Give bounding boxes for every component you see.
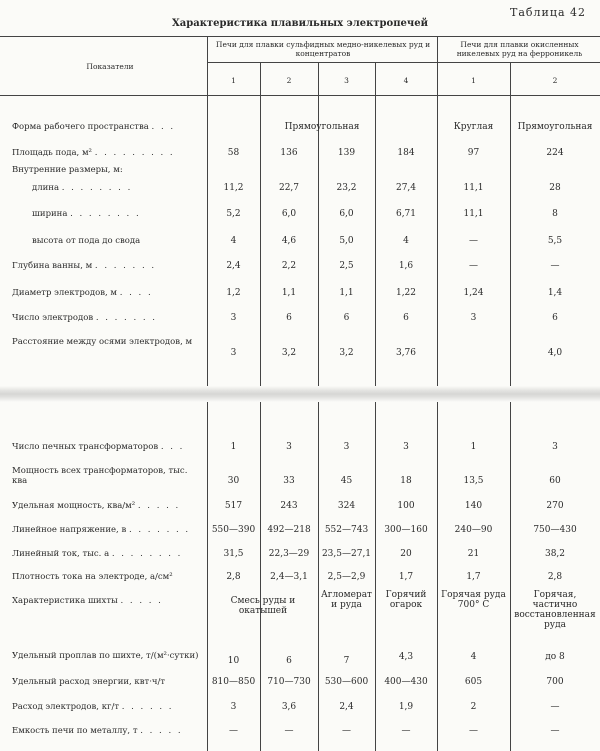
row-label: высота от пода до свода xyxy=(32,236,141,246)
row-label: Удельная мощность, ква/м² . . . . . xyxy=(12,501,181,511)
cell: 3 xyxy=(230,348,237,358)
cell: Горячая руда 700° С xyxy=(441,590,506,610)
cell: 28 xyxy=(549,183,561,193)
cell: 1,1 xyxy=(339,288,354,298)
cell: 3 xyxy=(230,702,237,712)
cell: 1,4 xyxy=(547,288,563,298)
cell: — xyxy=(229,726,238,736)
cell: 1,24 xyxy=(463,288,484,298)
row-label: Глубина ванны, м . . . . . . . xyxy=(12,261,157,271)
cell: 550—390 xyxy=(211,525,256,535)
cell: 3 xyxy=(343,442,350,452)
cell: 11,2 xyxy=(223,183,244,193)
cell: — xyxy=(550,702,560,712)
cell: 605 xyxy=(464,677,483,687)
cell: — xyxy=(284,726,294,736)
cell: 1,2 xyxy=(226,288,241,298)
col-number: 2 xyxy=(286,76,292,85)
cell: Прямоугольная xyxy=(517,122,593,132)
cell: 4 xyxy=(470,652,477,662)
cell: 243 xyxy=(280,501,298,511)
cell: — xyxy=(550,726,560,736)
cell: 1,7 xyxy=(398,572,414,582)
cell: Горячий огарок xyxy=(385,590,427,610)
col-number: 3 xyxy=(344,76,349,85)
cell: 136 xyxy=(280,148,298,158)
cell: 1 xyxy=(230,442,237,452)
cell: 2,2 xyxy=(281,261,297,271)
cell: 810—850 xyxy=(211,677,256,687)
row-label: Расход электродов, кг/т . . . . . . xyxy=(12,702,174,712)
cell: 3 xyxy=(230,313,237,323)
cell: Агломерат и руда xyxy=(320,590,373,610)
cell: 6 xyxy=(403,313,409,323)
cell: 5,5 xyxy=(547,236,563,246)
cell: 31,5 xyxy=(223,549,244,559)
row-label: Площадь пода, м² . . . . . . . . . xyxy=(12,148,175,158)
cell: 21 xyxy=(467,549,480,559)
cell: 30 xyxy=(227,476,240,486)
cell: 33 xyxy=(283,476,295,486)
cell: 300—160 xyxy=(384,525,428,535)
cell: 3 xyxy=(403,442,409,452)
cell: 139 xyxy=(337,148,356,158)
cell: 6,0 xyxy=(281,209,297,219)
row-label: Мощность всех трансформаторов, тыс. ква xyxy=(12,466,188,486)
cell: 530—600 xyxy=(324,677,369,687)
cell: 4,3 xyxy=(398,652,414,662)
row-label: Число электродов . . . . . . . xyxy=(12,313,157,323)
cell: 20 xyxy=(400,549,412,559)
cell: 5,2 xyxy=(226,209,241,219)
cell: 2,8 xyxy=(547,572,563,582)
row-label: Расстояние между осями электродов, м xyxy=(12,337,193,347)
cell: 3,6 xyxy=(281,702,297,712)
row-label: ширина . . . . . . . . xyxy=(32,209,141,219)
cell: 13,5 xyxy=(463,476,484,486)
cell: 6,0 xyxy=(339,209,354,219)
cell: 3 xyxy=(286,442,292,452)
row-label: Удельный расход энергии, квт·ч/т xyxy=(12,677,166,687)
cell: 10 xyxy=(227,656,240,666)
cell: 5,0 xyxy=(339,236,354,246)
cell: 1 xyxy=(470,442,477,452)
cell: 18 xyxy=(400,476,412,486)
col-number: 1 xyxy=(471,76,476,85)
cell: 38,2 xyxy=(544,549,566,559)
header-group-sulfide: Печи для плавки сульфидных медно-никелевых руд и концентратов xyxy=(215,40,431,58)
cell: 23,5—27,1 xyxy=(321,549,372,559)
col-divider-2 xyxy=(260,62,261,386)
cell: — xyxy=(550,261,560,271)
col-number: 2 xyxy=(552,76,558,85)
cell: Круглая xyxy=(453,122,494,132)
cell: 6,71 xyxy=(395,209,417,219)
col-divider-4 xyxy=(375,62,376,386)
cell: 100 xyxy=(397,501,415,511)
col-number: 4 xyxy=(403,76,409,85)
cell: 11,1 xyxy=(463,209,484,219)
cell: 1,7 xyxy=(466,572,481,582)
cell: 2 xyxy=(470,702,477,712)
cell: 2,4—3,1 xyxy=(270,572,308,582)
row-label: Линейное напряжение, в . . . . . . . xyxy=(12,525,191,535)
cell: 324 xyxy=(337,501,356,511)
col-divider-3 xyxy=(318,62,319,386)
cell: 11,1 xyxy=(463,183,484,193)
cell: 492—218 xyxy=(267,525,311,535)
cell: 6 xyxy=(343,313,350,323)
cell: до 8 xyxy=(545,652,565,662)
cell: 6 xyxy=(552,313,558,323)
cell: 23,2 xyxy=(336,183,357,193)
row-label: Форма рабочего пространства . . . xyxy=(12,122,176,132)
cell: 27,4 xyxy=(395,183,417,193)
cell: 8 xyxy=(552,209,558,219)
cell: 4,6 xyxy=(281,236,297,246)
cell: 2,4 xyxy=(226,261,241,271)
cell: Горячая, частично восстановленная руда xyxy=(514,590,596,630)
header-indicators: Показатели xyxy=(86,62,134,71)
cell: 1,6 xyxy=(398,261,414,271)
table-number: Таблица 42 xyxy=(510,6,586,19)
cell: — xyxy=(469,261,478,271)
cell: 97 xyxy=(467,148,480,158)
cell: 2,5—2,9 xyxy=(327,572,366,582)
cell: 6 xyxy=(286,656,292,666)
cell: 3,2 xyxy=(339,348,354,358)
row-label: Плотность тока на электроде, а/см² xyxy=(12,572,173,582)
cell: — xyxy=(469,726,478,736)
cell: 140 xyxy=(464,501,483,511)
cell: 4,0 xyxy=(547,348,563,358)
cell: 517 xyxy=(224,501,243,511)
header-mid-rule xyxy=(207,62,600,63)
cell: 240—90 xyxy=(454,525,493,535)
row-label: Характеристика шихты . . . . . xyxy=(12,596,163,606)
cell: 2,8 xyxy=(226,572,241,582)
cell: 184 xyxy=(397,148,415,158)
cell: 60 xyxy=(549,476,561,486)
cell: 6 xyxy=(286,313,292,323)
cell: Смесь руды и окатышей xyxy=(230,596,296,616)
cell: 224 xyxy=(546,148,564,158)
cell: 3,76 xyxy=(395,348,417,358)
row-label: Внутренние размеры, м: xyxy=(12,165,123,175)
row-label: Линейный ток, тыс. а . . . . . . . . xyxy=(12,549,183,559)
cell: — xyxy=(401,726,411,736)
cell: Прямоугольная xyxy=(284,122,360,132)
cell: 3,2 xyxy=(281,348,297,358)
cell: 7 xyxy=(343,656,350,666)
cell: 700 xyxy=(546,677,564,687)
cell: 58 xyxy=(227,148,240,158)
row-label: длина . . . . . . . . xyxy=(32,183,133,193)
cell: 270 xyxy=(546,501,564,511)
cell: 22,7 xyxy=(278,183,300,193)
cell: 4 xyxy=(403,236,409,246)
header-top-rule xyxy=(0,36,600,37)
cell: 3 xyxy=(470,313,477,323)
cell: 710—730 xyxy=(267,677,311,687)
row-label: Удельный проплав по шихте, т/(м²·сутки) xyxy=(12,651,199,661)
cell: 750—430 xyxy=(533,525,577,535)
col-number: 1 xyxy=(231,76,236,85)
cell: 4 xyxy=(230,236,237,246)
cell: 45 xyxy=(340,476,353,486)
row-label: Емкость печи по металлу, т . . . . . xyxy=(12,726,183,736)
cell: 3 xyxy=(552,442,558,452)
cell: 2,4 xyxy=(339,702,354,712)
cell: 1,22 xyxy=(395,288,417,298)
cell: 552—743 xyxy=(324,525,369,535)
cell: 1,1 xyxy=(281,288,297,298)
header-group-oxidized: Печи для плавки окисленных никелевых руд на ферроникель xyxy=(456,40,583,58)
cell: 1,9 xyxy=(398,702,414,712)
page-break xyxy=(0,386,600,402)
cell: — xyxy=(469,236,478,246)
row-label: Число печных трансформаторов . . . xyxy=(12,442,185,452)
row-label: Диаметр электродов, м . . . . xyxy=(12,288,153,298)
cell: 22,3—29 xyxy=(268,549,310,559)
cell: 2,5 xyxy=(339,261,354,271)
cell: 400—430 xyxy=(384,677,428,687)
cell: — xyxy=(342,726,351,736)
table-title: Характеристика плавильных электропечей xyxy=(172,18,428,29)
col-divider-6 xyxy=(510,62,511,386)
